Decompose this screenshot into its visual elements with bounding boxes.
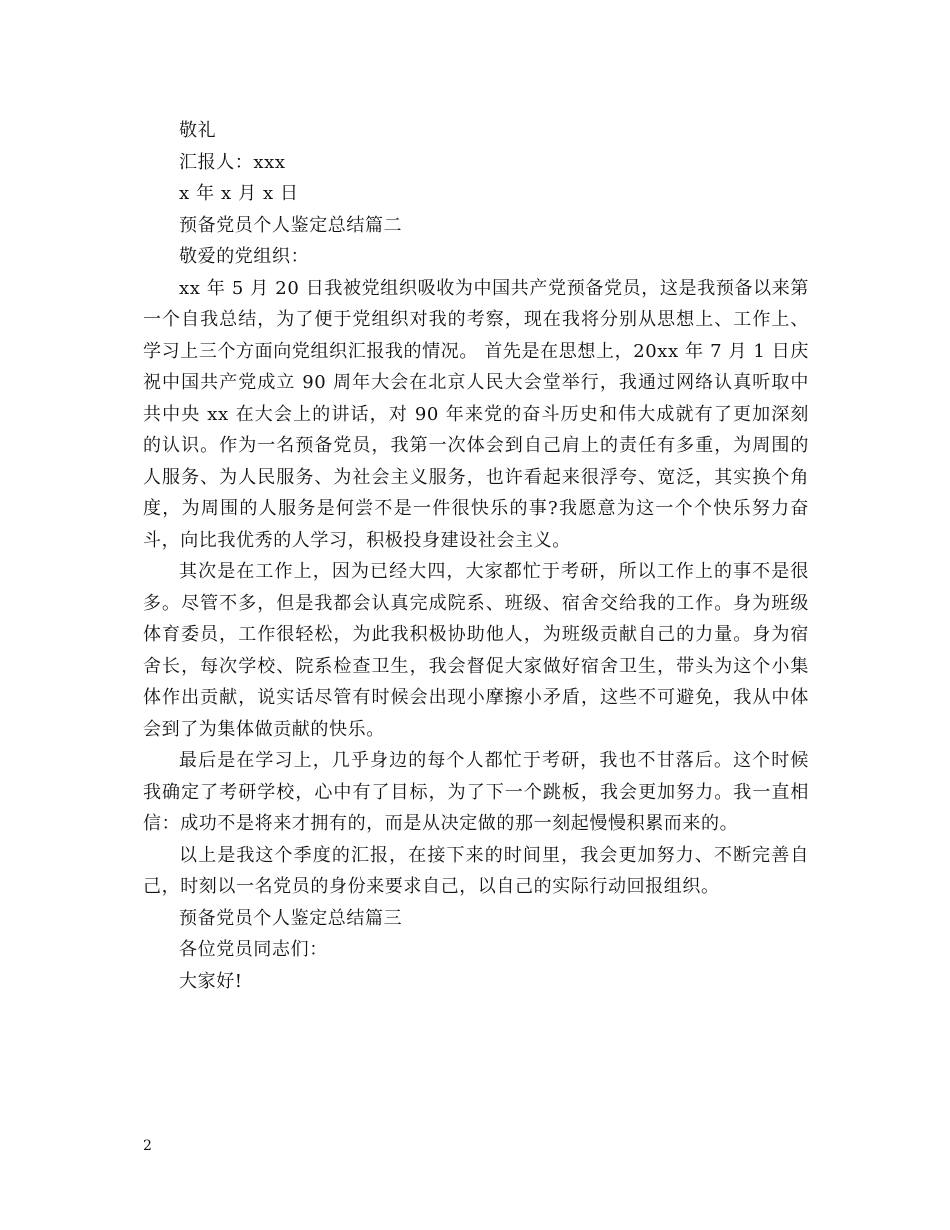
section-title-3: 预备党员个人鉴定总结篇三: [179, 907, 403, 929]
document-body: [143, 115, 809, 997]
closing-salutation: 敬礼: [179, 120, 217, 141]
paragraph-thought: xx 年 5 月 20 日我被党组织吸收为中国共产党预备党员，这是我预备以来第一个自我总结，为了便于党组织对我的考察，现在我将分别从思想上、工作上、学习上三个方面向党组织汇报我的情况。 首先是在思想上，20xx 年 7 月 1 日庆祝中国共产党成立 90 周年大会在北京人民大会堂举行，我通过网络认真听取中共中央 xx 在大会上的讲话，对 90 年来党的奋斗历史和伟大成就有了更加深刻的认识。作为一名预备党员，我第一次体会到自己肩上的责任有多重，为周围的人服务、为人民服务、为社会主义服务，也许看起来很浮夸、宽泛，其实换个角度，为周围的人服务是何尝不是一件很快乐的事?我愿意为这一个个快乐努力奋斗，向比我优秀的人学习，积极投身建设社会主义。: [143, 277, 809, 551]
page-number: 2: [143, 1138, 152, 1154]
paragraph-work: 其次是在工作上，因为已经大四，大家都忙于考研，所以工作上的事不是很多。尽管不多，但是我都会认真完成院系、班级、宿舍交给我的工作。身为班级体育委员，工作很轻松，为此我积极协助他人，为班级贡献自己的力量。身为宿舍长，每次学校、院系检查卫生，我会督促大家做好宿舍卫生，带头为这个小集体作出贡献，说实话尽管有时候会出现小摩擦小矛盾，这些不可避免，我从中体会到了为集体做贡献的快乐。: [143, 561, 809, 740]
greeting-line: 敬爱的党组织：: [179, 246, 310, 267]
date-line: x 年 x 月 x 日: [179, 183, 299, 204]
paragraph-study: 最后是在学习上，几乎身边的每个人都忙于考研，我也不甘落后。这个时候我确定了考研学校，心中有了目标，为了下一个跳板，我会更加努力。我一直相信：成功不是将来才拥有的，而是从决定做的那一刻起慢慢积累而来的。: [143, 750, 809, 834]
address-line: 各位党员同志们：: [179, 939, 328, 960]
section-title-2: 预备党员个人鉴定总结篇二: [179, 214, 403, 236]
hello-line: 大家好!: [179, 970, 243, 992]
paragraph-summary: 以上是我这个季度的汇报，在接下来的时间里，我会更加努力、不断完善自己，时刻以一名党员的身份来要求自己，以自己的实际行动回报组织。: [143, 844, 809, 897]
reporter-line: 汇报人：xxx: [179, 151, 286, 173]
